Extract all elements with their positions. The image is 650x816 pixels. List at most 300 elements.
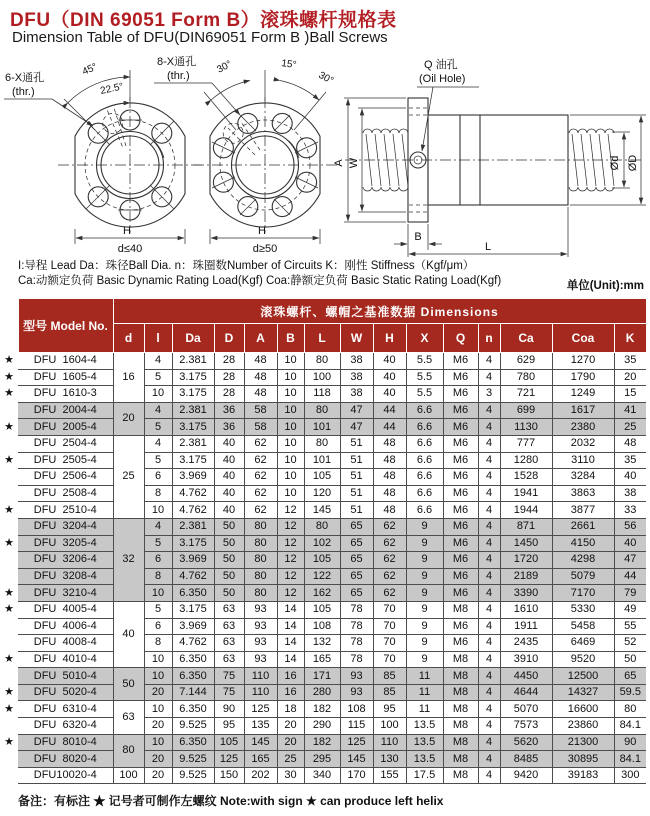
- left-helix-star: ★: [0, 419, 18, 436]
- value-cell: 4: [478, 518, 500, 535]
- value-cell: 63: [214, 618, 244, 635]
- flange8-angle-left: 30°: [215, 58, 234, 76]
- left-helix-star: [0, 552, 18, 569]
- value-cell: 108: [340, 701, 373, 718]
- col-header-k: K: [614, 324, 646, 353]
- value-cell: 40: [373, 369, 406, 386]
- left-helix-star: [0, 751, 18, 768]
- col-header-L: L: [304, 324, 340, 353]
- value-cell: 8485: [500, 751, 552, 768]
- value-cell: M6: [443, 635, 478, 652]
- value-cell: M8: [443, 651, 478, 668]
- value-cell: 6: [144, 469, 172, 486]
- flange8-dim-h: H: [258, 225, 266, 237]
- model-no-cell: DFU 5010-4: [18, 668, 113, 685]
- value-cell: 9: [406, 518, 443, 535]
- left-helix-star: ★: [0, 651, 18, 668]
- flange8-hole-label: 8-X通孔: [157, 56, 197, 68]
- value-cell: 780: [500, 369, 552, 386]
- shaft-dia-cell: 50: [113, 668, 144, 701]
- value-cell: 2435: [500, 635, 552, 652]
- value-cell: 80: [244, 568, 277, 585]
- value-cell: 48: [244, 369, 277, 386]
- value-cell: 5: [144, 419, 172, 436]
- col-header-D: D: [214, 324, 244, 353]
- oil-hole-label2: (Oil Hole): [419, 73, 466, 85]
- value-cell: 10: [277, 469, 304, 486]
- value-cell: 3863: [552, 485, 614, 502]
- value-cell: 12: [277, 552, 304, 569]
- flange6-angle-22: 22.5°: [99, 81, 125, 97]
- value-cell: 4: [478, 635, 500, 652]
- value-cell: 3910: [500, 651, 552, 668]
- value-cell: 4.762: [172, 635, 214, 652]
- value-cell: 13.5: [406, 751, 443, 768]
- value-cell: 7573: [500, 718, 552, 735]
- value-cell: 48: [373, 452, 406, 469]
- page-subtitle: Dimension Table of DFU(DIN69051 Form B )Ball Screws: [12, 29, 388, 46]
- value-cell: 4: [478, 618, 500, 635]
- unit-label: 单位(Unit):mm: [566, 280, 644, 292]
- value-cell: 47: [614, 552, 646, 569]
- value-cell: 3.969: [172, 469, 214, 486]
- legend: [18, 259, 501, 289]
- value-cell: 105: [214, 734, 244, 751]
- value-cell: 44: [614, 568, 646, 585]
- value-cell: 4: [478, 668, 500, 685]
- value-cell: 5: [144, 452, 172, 469]
- value-cell: 47: [340, 402, 373, 419]
- value-cell: 51: [340, 469, 373, 486]
- value-cell: 51: [340, 485, 373, 502]
- value-cell: 4: [478, 353, 500, 370]
- value-cell: 2.381: [172, 518, 214, 535]
- value-cell: 4: [478, 701, 500, 718]
- value-cell: 4: [144, 353, 172, 370]
- value-cell: M8: [443, 701, 478, 718]
- value-cell: 80: [304, 402, 340, 419]
- left-helix-star: [0, 718, 18, 735]
- value-cell: M6: [443, 369, 478, 386]
- value-cell: 4.762: [172, 502, 214, 519]
- value-cell: 9: [406, 585, 443, 602]
- table-row: [0, 552, 646, 569]
- value-cell: 202: [244, 767, 277, 784]
- value-cell: 30: [277, 767, 304, 784]
- value-cell: 20: [277, 718, 304, 735]
- value-cell: 3: [478, 386, 500, 403]
- value-cell: 4: [478, 535, 500, 552]
- value-cell: 49: [614, 601, 646, 618]
- value-cell: 48: [373, 502, 406, 519]
- value-cell: 2.381: [172, 353, 214, 370]
- model-no-cell: DFU 2004-4: [18, 402, 113, 419]
- left-helix-star: ★: [0, 535, 18, 552]
- value-cell: 4: [478, 419, 500, 436]
- value-cell: 59.5: [614, 684, 646, 701]
- value-cell: 65: [340, 568, 373, 585]
- value-cell: 20: [277, 734, 304, 751]
- left-helix-star: ★: [0, 601, 18, 618]
- model-no-cell: DFU 1610-3: [18, 386, 113, 403]
- model-no-cell: DFU 3204-4: [18, 518, 113, 535]
- value-cell: 75: [214, 668, 244, 685]
- value-cell: 80: [614, 701, 646, 718]
- value-cell: 12500: [552, 668, 614, 685]
- col-header-ca: Ca: [500, 324, 552, 353]
- value-cell: 79: [614, 585, 646, 602]
- value-cell: 80: [244, 552, 277, 569]
- model-no-cell: DFU 8020-4: [18, 751, 113, 768]
- value-cell: 7170: [552, 585, 614, 602]
- value-cell: 102: [304, 535, 340, 552]
- value-cell: 3.175: [172, 535, 214, 552]
- table-row: [0, 369, 646, 386]
- value-cell: 4: [144, 435, 172, 452]
- value-cell: 78: [340, 601, 373, 618]
- value-cell: 40: [214, 469, 244, 486]
- value-cell: 135: [244, 718, 277, 735]
- value-cell: 6.6: [406, 452, 443, 469]
- value-cell: 10: [144, 386, 172, 403]
- value-cell: 70: [373, 651, 406, 668]
- value-cell: 340: [304, 767, 340, 784]
- value-cell: M6: [443, 502, 478, 519]
- star-column-header: [0, 299, 18, 353]
- value-cell: 12: [277, 518, 304, 535]
- value-cell: 8: [144, 485, 172, 502]
- value-cell: 3877: [552, 502, 614, 519]
- flange-6hole-view: [4, 62, 202, 255]
- value-cell: 18: [277, 701, 304, 718]
- value-cell: 11: [406, 668, 443, 685]
- value-cell: 777: [500, 435, 552, 452]
- value-cell: 6.6: [406, 419, 443, 436]
- value-cell: 20: [144, 718, 172, 735]
- value-cell: 290: [304, 718, 340, 735]
- model-no-cell: DFU 2505-4: [18, 452, 113, 469]
- value-cell: 6469: [552, 635, 614, 652]
- legend-line-2: Ca:动额定负荷 Basic Dynamic Rating Load(Kgf) Coa:静额定负荷 Basic Static Rating Load(Kgf): [18, 275, 502, 287]
- value-cell: 62: [373, 552, 406, 569]
- model-no-cell: DFU 2510-4: [18, 502, 113, 519]
- value-cell: 44: [373, 402, 406, 419]
- value-cell: 1911: [500, 618, 552, 635]
- value-cell: M8: [443, 668, 478, 685]
- left-helix-star: ★: [0, 734, 18, 751]
- model-no-cell: DFU 4005-4: [18, 601, 113, 618]
- value-cell: 6.6: [406, 485, 443, 502]
- value-cell: 21300: [552, 734, 614, 751]
- value-cell: 6.350: [172, 668, 214, 685]
- value-cell: 9.525: [172, 767, 214, 784]
- value-cell: 10: [277, 485, 304, 502]
- left-helix-star: [0, 568, 18, 585]
- shaft-dia-cell: 100: [113, 767, 144, 784]
- value-cell: 1130: [500, 419, 552, 436]
- value-cell: 6: [144, 552, 172, 569]
- col-header-h: H: [373, 324, 406, 353]
- value-cell: 8: [144, 568, 172, 585]
- value-cell: 10: [277, 435, 304, 452]
- left-helix-star: [0, 402, 18, 419]
- model-no-cell: DFU 3210-4: [18, 585, 113, 602]
- value-cell: 110: [373, 734, 406, 751]
- value-cell: 12: [277, 535, 304, 552]
- value-cell: 20: [144, 684, 172, 701]
- value-cell: 9: [406, 552, 443, 569]
- value-cell: 6.6: [406, 435, 443, 452]
- value-cell: 9: [406, 651, 443, 668]
- left-helix-star: [0, 518, 18, 535]
- value-cell: 50: [214, 518, 244, 535]
- value-cell: 5: [144, 601, 172, 618]
- value-cell: 5079: [552, 568, 614, 585]
- value-cell: 33: [614, 502, 646, 519]
- value-cell: 4: [478, 684, 500, 701]
- left-helix-star: [0, 435, 18, 452]
- model-no-cell: DFU 2506-4: [18, 469, 113, 486]
- value-cell: 40: [214, 485, 244, 502]
- table-row: [0, 668, 646, 685]
- value-cell: 1720: [500, 552, 552, 569]
- value-cell: 70: [373, 635, 406, 652]
- value-cell: 4: [478, 435, 500, 452]
- value-cell: 5070: [500, 701, 552, 718]
- col-header-l: l: [144, 324, 172, 353]
- value-cell: 25: [614, 419, 646, 436]
- value-cell: M6: [443, 618, 478, 635]
- value-cell: 145: [244, 734, 277, 751]
- value-cell: 6.350: [172, 701, 214, 718]
- shaft-dia-cell: 32: [113, 518, 144, 601]
- value-cell: 4644: [500, 684, 552, 701]
- table-row: [0, 386, 646, 403]
- value-cell: 145: [340, 751, 373, 768]
- value-cell: 3.175: [172, 601, 214, 618]
- value-cell: 4: [478, 369, 500, 386]
- value-cell: 6.350: [172, 651, 214, 668]
- value-cell: 100: [373, 718, 406, 735]
- value-cell: 93: [244, 651, 277, 668]
- value-cell: M8: [443, 601, 478, 618]
- value-cell: 1941: [500, 485, 552, 502]
- value-cell: 78: [340, 618, 373, 635]
- side-dim-a: A: [333, 159, 345, 167]
- value-cell: 40: [214, 452, 244, 469]
- value-cell: 10: [144, 502, 172, 519]
- value-cell: 28: [214, 353, 244, 370]
- value-cell: 80: [244, 585, 277, 602]
- col-header-coa: Coa: [552, 324, 614, 353]
- value-cell: 48: [373, 469, 406, 486]
- value-cell: 85: [373, 684, 406, 701]
- table-row: [0, 701, 646, 718]
- table-row: [0, 718, 646, 735]
- value-cell: 93: [244, 618, 277, 635]
- value-cell: 4: [478, 469, 500, 486]
- value-cell: 14: [277, 618, 304, 635]
- value-cell: 28: [214, 369, 244, 386]
- model-no-cell: DFU 5020-4: [18, 684, 113, 701]
- value-cell: 65: [340, 535, 373, 552]
- value-cell: 182: [304, 701, 340, 718]
- value-cell: 51: [340, 452, 373, 469]
- value-cell: 36: [214, 402, 244, 419]
- value-cell: 70: [373, 618, 406, 635]
- page-title: DFU（DIN 69051 Form B）滚珠螺杆规格表: [10, 10, 397, 31]
- value-cell: 4: [478, 402, 500, 419]
- value-cell: 14: [277, 651, 304, 668]
- table-row: [0, 435, 646, 452]
- value-cell: 93: [340, 684, 373, 701]
- side-dim-bigd: ØD: [627, 154, 639, 172]
- left-helix-star: [0, 485, 18, 502]
- value-cell: 5: [144, 369, 172, 386]
- value-cell: 2.381: [172, 435, 214, 452]
- value-cell: 10: [144, 701, 172, 718]
- value-cell: 6.6: [406, 402, 443, 419]
- side-dim-l: L: [484, 241, 492, 253]
- value-cell: 10: [277, 402, 304, 419]
- value-cell: 165: [244, 751, 277, 768]
- value-cell: 108: [304, 618, 340, 635]
- table-row: [0, 485, 646, 502]
- value-cell: M6: [443, 469, 478, 486]
- flange6-hole-label2: (thr.): [12, 86, 35, 98]
- value-cell: 182: [304, 734, 340, 751]
- table-row: [0, 601, 646, 618]
- value-cell: 15: [614, 386, 646, 403]
- technical-drawing: [0, 54, 650, 258]
- value-cell: 10: [277, 419, 304, 436]
- value-cell: 28: [214, 386, 244, 403]
- value-cell: 3.969: [172, 618, 214, 635]
- value-cell: 4: [478, 502, 500, 519]
- value-cell: 110: [244, 684, 277, 701]
- shaft-dia-cell: 80: [113, 734, 144, 767]
- left-helix-star: ★: [0, 502, 18, 519]
- value-cell: 50: [214, 552, 244, 569]
- model-no-cell: DFU 2508-4: [18, 485, 113, 502]
- value-cell: 629: [500, 353, 552, 370]
- value-cell: 12: [277, 502, 304, 519]
- value-cell: 3.175: [172, 369, 214, 386]
- value-cell: 155: [373, 767, 406, 784]
- value-cell: 125: [214, 751, 244, 768]
- value-cell: 65: [340, 518, 373, 535]
- col-header-da: Da: [172, 324, 214, 353]
- value-cell: 1280: [500, 452, 552, 469]
- value-cell: 35: [614, 353, 646, 370]
- value-cell: 50: [214, 585, 244, 602]
- value-cell: 101: [304, 419, 340, 436]
- value-cell: 4: [478, 751, 500, 768]
- value-cell: 10: [144, 585, 172, 602]
- value-cell: 162: [304, 585, 340, 602]
- value-cell: 5458: [552, 618, 614, 635]
- value-cell: 62: [244, 452, 277, 469]
- value-cell: 1528: [500, 469, 552, 486]
- value-cell: 101: [304, 452, 340, 469]
- model-no-cell: DFU 2504-4: [18, 435, 113, 452]
- value-cell: 44: [373, 419, 406, 436]
- value-cell: M6: [443, 535, 478, 552]
- value-cell: 62: [373, 518, 406, 535]
- value-cell: 78: [340, 651, 373, 668]
- side-dim-w: W: [348, 157, 360, 169]
- value-cell: 16600: [552, 701, 614, 718]
- value-cell: 120: [304, 485, 340, 502]
- table-row: [0, 402, 646, 419]
- value-cell: 4150: [552, 535, 614, 552]
- model-no-cell: DFU 4010-4: [18, 651, 113, 668]
- value-cell: 62: [244, 435, 277, 452]
- oil-hole-label: Q 油孔: [424, 59, 458, 71]
- flange6-dim-h: H: [123, 225, 131, 237]
- spec-table: [0, 298, 647, 784]
- table-row: [0, 452, 646, 469]
- value-cell: 9420: [500, 767, 552, 784]
- value-cell: 80: [304, 518, 340, 535]
- value-cell: 9: [406, 618, 443, 635]
- value-cell: 6.350: [172, 585, 214, 602]
- value-cell: 165: [304, 651, 340, 668]
- value-cell: 130: [373, 751, 406, 768]
- left-helix-star: [0, 635, 18, 652]
- table-row: [0, 568, 646, 585]
- value-cell: 48: [614, 435, 646, 452]
- left-helix-star: [0, 668, 18, 685]
- model-no-header: 型号 Model No.: [18, 299, 113, 353]
- left-helix-star: [0, 469, 18, 486]
- col-header-x: X: [406, 324, 443, 353]
- value-cell: 3390: [500, 585, 552, 602]
- value-cell: 10: [144, 651, 172, 668]
- value-cell: 145: [304, 502, 340, 519]
- value-cell: 84.1: [614, 718, 646, 735]
- value-cell: 38: [340, 353, 373, 370]
- value-cell: M6: [443, 419, 478, 436]
- model-no-cell: DFU10020-4: [18, 767, 113, 784]
- value-cell: 4: [478, 585, 500, 602]
- value-cell: 170: [340, 767, 373, 784]
- value-cell: 2661: [552, 518, 614, 535]
- value-cell: 41: [614, 402, 646, 419]
- value-cell: 4: [478, 568, 500, 585]
- col-header-d: d: [113, 324, 144, 353]
- value-cell: 40: [214, 435, 244, 452]
- value-cell: 9: [406, 601, 443, 618]
- value-cell: M6: [443, 568, 478, 585]
- flange6-dim-d: d≤40: [117, 243, 143, 255]
- shaft-dia-cell: 16: [113, 353, 144, 403]
- value-cell: 110: [244, 668, 277, 685]
- value-cell: 90: [614, 734, 646, 751]
- table-row: [0, 518, 646, 535]
- value-cell: 3.175: [172, 419, 214, 436]
- value-cell: 80: [244, 535, 277, 552]
- value-cell: 36: [214, 419, 244, 436]
- value-cell: 125: [340, 734, 373, 751]
- value-cell: 48: [373, 485, 406, 502]
- left-helix-star: ★: [0, 353, 18, 370]
- value-cell: 50: [214, 568, 244, 585]
- value-cell: 100: [304, 369, 340, 386]
- value-cell: 300: [614, 767, 646, 784]
- value-cell: 58: [244, 402, 277, 419]
- value-cell: M8: [443, 718, 478, 735]
